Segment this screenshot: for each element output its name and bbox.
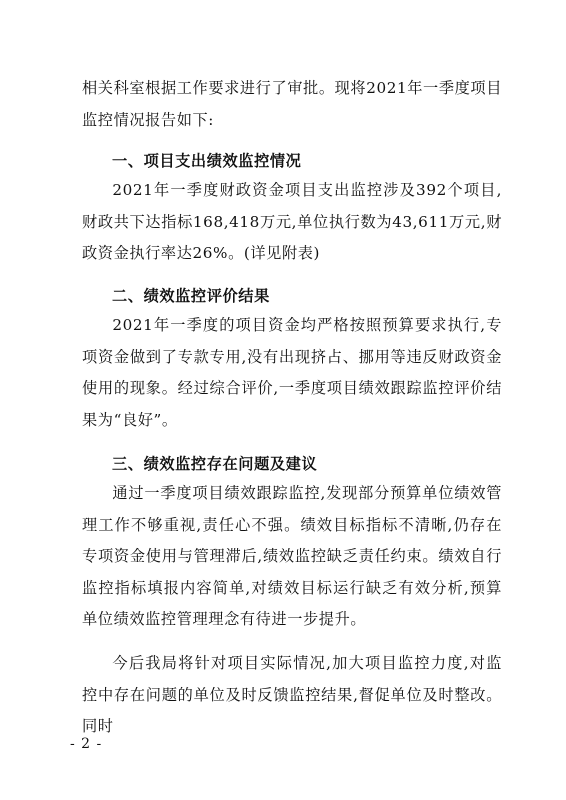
section-heading-2: 二、绩效监控评价结果 <box>112 287 270 305</box>
section-1-paragraph: 2021年一季度财政资金项目支出监控涉及392个项目,财政共下达指标168,418万元,单位执行数为43,611万元,财政资金执行率达26%。(详见附表) <box>82 181 502 262</box>
section-heading-1: 一、项目支出绩效监控情况 <box>112 152 302 170</box>
intro-paragraph: 相关科室根据工作要求进行了审批。现将2021年一季度项目监控情况报告如下: <box>82 79 502 129</box>
section-3-paragraph-2: 今后我局将针对项目实际情况,加大项目监控力度,对监控中存在问题的单位及时反馈监控结果,督促单位及时整改。同时 <box>82 654 502 735</box>
section-2-paragraph: 2021年一季度的项目资金均严格按照预算要求执行,专项资金做到了专款专用,没有出现挤占、挪用等违反财政资金使用的现象。经过综合评价,一季度项目绩效跟踪监控评价结果为“良好”。 <box>82 316 502 429</box>
page-number: - 2 - <box>70 736 103 752</box>
section-3-paragraph-1: 通过一季度项目绩效跟踪监控,发现部分预算单位绩效管理工作不够重视,责任心不强。绩效目标指标不清晰,仍存在专项资金使用与管理滞后,绩效监控缺乏责任约束。绩效自行监控指标填报内容简单,对绩效目标运行缺乏有效分析,预算单位绩效监控管理理念有待进一步提升。 <box>82 484 502 628</box>
section-heading-3: 三、绩效监控存在问题及建议 <box>112 455 318 473</box>
